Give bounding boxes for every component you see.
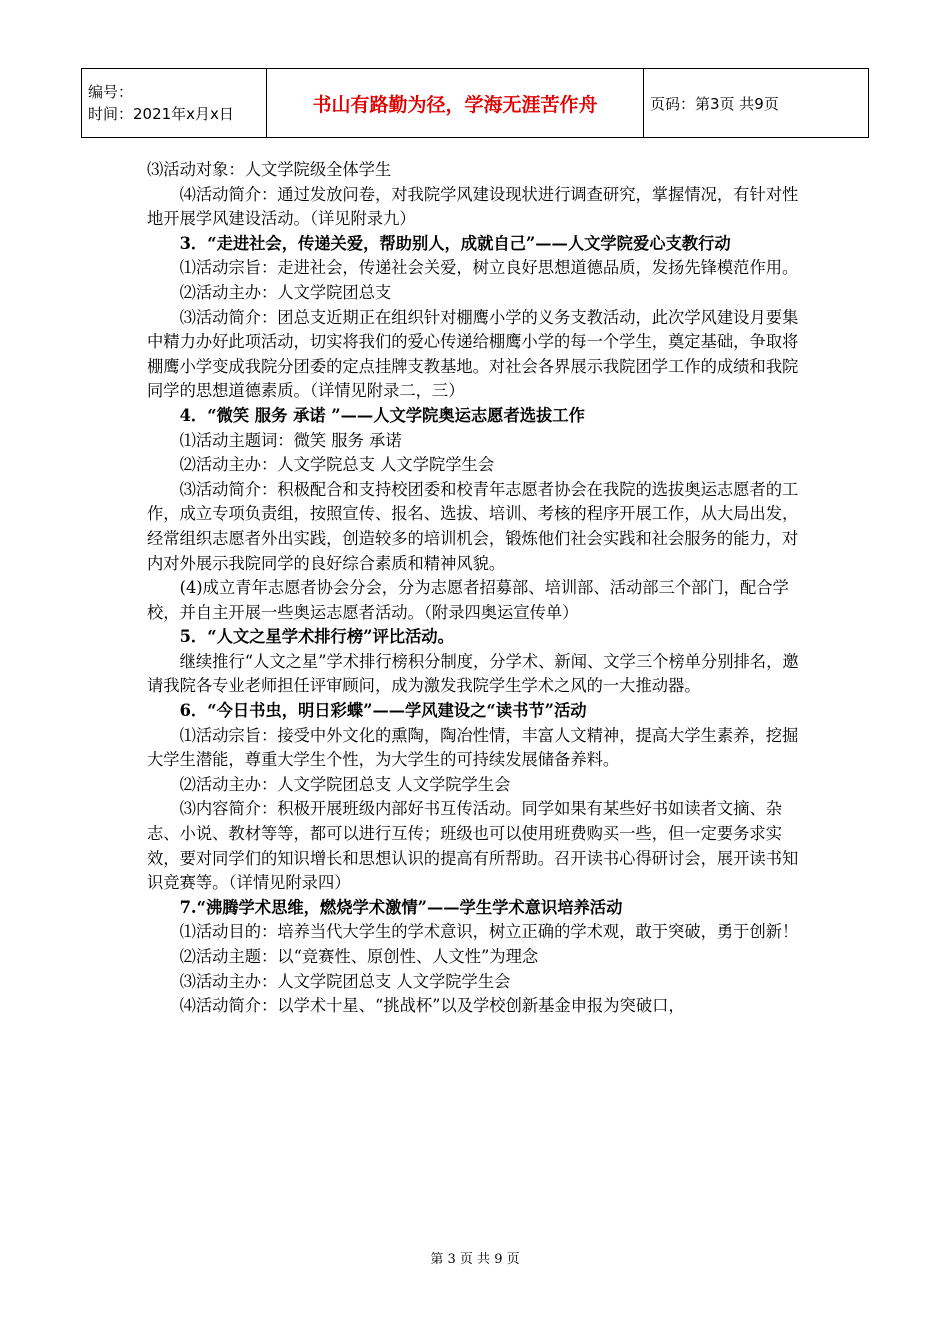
body-paragraph: ⑶活动主办：人文学院团总支 人文学院学生会	[179, 971, 511, 991]
body-paragraph: ⑵活动主题：以“竞赛性、原创性、人文性”为理念	[179, 947, 539, 966]
document-body	[147, 158, 807, 1019]
body-paragraph: ⑶内容简介：积极开展班级内部好书互传活动。同学如果有某些好书如读者文摘、杂志、小说、教材等等，都可以进行互传；班级也可以使用班费购买一些，但一定要务求实效，要对同学们的知识增长和思想认识的提高有所帮助。召开读书心得研讨会，展开读书知识竞赛等。（详情见附录四）	[147, 799, 799, 893]
section-heading: 6．“今日书虫，明日彩蝶”——学风建设之“读书节”活动	[179, 701, 587, 721]
doc-number-label: 编号：	[88, 83, 134, 101]
body-paragraph: ⑶活动对象：人文学院级全体学生	[147, 160, 392, 179]
section-heading: 7.“沸腾学术思维，燃烧学术激情”——学生学术意识培养活动	[179, 897, 623, 917]
body-paragraph: (4)成立青年志愿者协会分会，分为志愿者招募部、培训部、活动部三个部门，配合学校，并自主开展一些奥运志愿者活动。（附录四奥运宣传单）	[147, 578, 789, 622]
section-heading: 4．“微笑 服务 承诺 ”——人文学院奥运志愿者选拔工作	[179, 405, 585, 425]
body-paragraph: ⑴活动主题词：微笑 服务 承诺	[179, 430, 402, 450]
header-page-label: 页码：第3页 共9页	[644, 69, 869, 138]
page-footer: 第 3 页 共 9 页	[430, 1252, 520, 1267]
body-paragraph: ⑷活动简介：通过发放问卷，对我院学风建设现状进行调查研究，掌握情况，有针对性地开展学风建设活动。（详见附录九）	[147, 184, 799, 229]
section-heading: 5．“人文之星学术排行榜”评比活动。	[179, 627, 454, 647]
document-header	[81, 68, 869, 138]
body-paragraph: ⑶活动简介：积极配合和支持校团委和校青年志愿者协会在我院的选拔奥运志愿者的工作，成立专项负责组，按照宣传、报名、选拔、培训、考核的程序开展工作，从大局出发，经常组织志愿者外出实践，创造较多的培训机会，锻炼他们社会实践和社会服务的能力，对内对外展示我院同学的良好综合素质和精神风貌。	[147, 479, 799, 573]
body-paragraph: ⑵活动主办：人文学院团总支 人文学院学生会	[179, 774, 511, 794]
body-paragraph: ⑷活动简介：以学术十星、“挑战杯”以及学校创新基金申报为突破口，	[179, 996, 685, 1016]
header-motto: 书山有路勤为径，学海无涯苦作舟	[267, 69, 644, 138]
body-paragraph: ⑶活动简介：团总支近期正在组织针对棚鹰小学的义务支教活动，此次学风建设月要集中精力办好此项活动，切实将我们的爱心传递给棚鹰小学的每一个学生，奠定基础，争取将棚鹰小学变成我院分团委的定点挂牌支教基地。对社会各界展示我院团学工作的成绩和我院同学的思想道德素质。（详情见附录二，三）	[147, 307, 799, 401]
body-paragraph: 继续推行“人文之星”学术排行榜积分制度，分学术、新闻、文学三个榜单分别排名，邀请我院各专业老师担任评审顾问，成为激发我院学生学术之风的一大推动器。	[147, 651, 799, 696]
body-paragraph: ⑵活动主办：人文学院团总支	[179, 282, 392, 302]
header-meta-cell	[82, 69, 267, 138]
section-heading: 3．“走进社会，传递关爱，帮助别人，成就自己”——人文学院爱心支教行动	[179, 233, 731, 253]
body-paragraph: ⑴活动宗旨：接受中外文化的熏陶，陶冶性情，丰富人文精神，提高大学生素养，挖掘大学生潜能，尊重大学生个性，为大学生的可持续发展储备养料。	[147, 725, 799, 770]
body-paragraph: ⑴活动宗旨：走进社会，传递社会关爱，树立良好思想道德品质，发扬先锋模范作用。	[179, 258, 799, 278]
body-paragraph: ⑴活动目的：培养当代大学生的学术意识，树立正确的学术观，敢于突破，勇于创新！	[179, 922, 799, 942]
doc-date-label: 时间：2021年x月x日	[88, 105, 234, 123]
body-paragraph: ⑵活动主办：人文学院总支 人文学院学生会	[179, 455, 495, 475]
